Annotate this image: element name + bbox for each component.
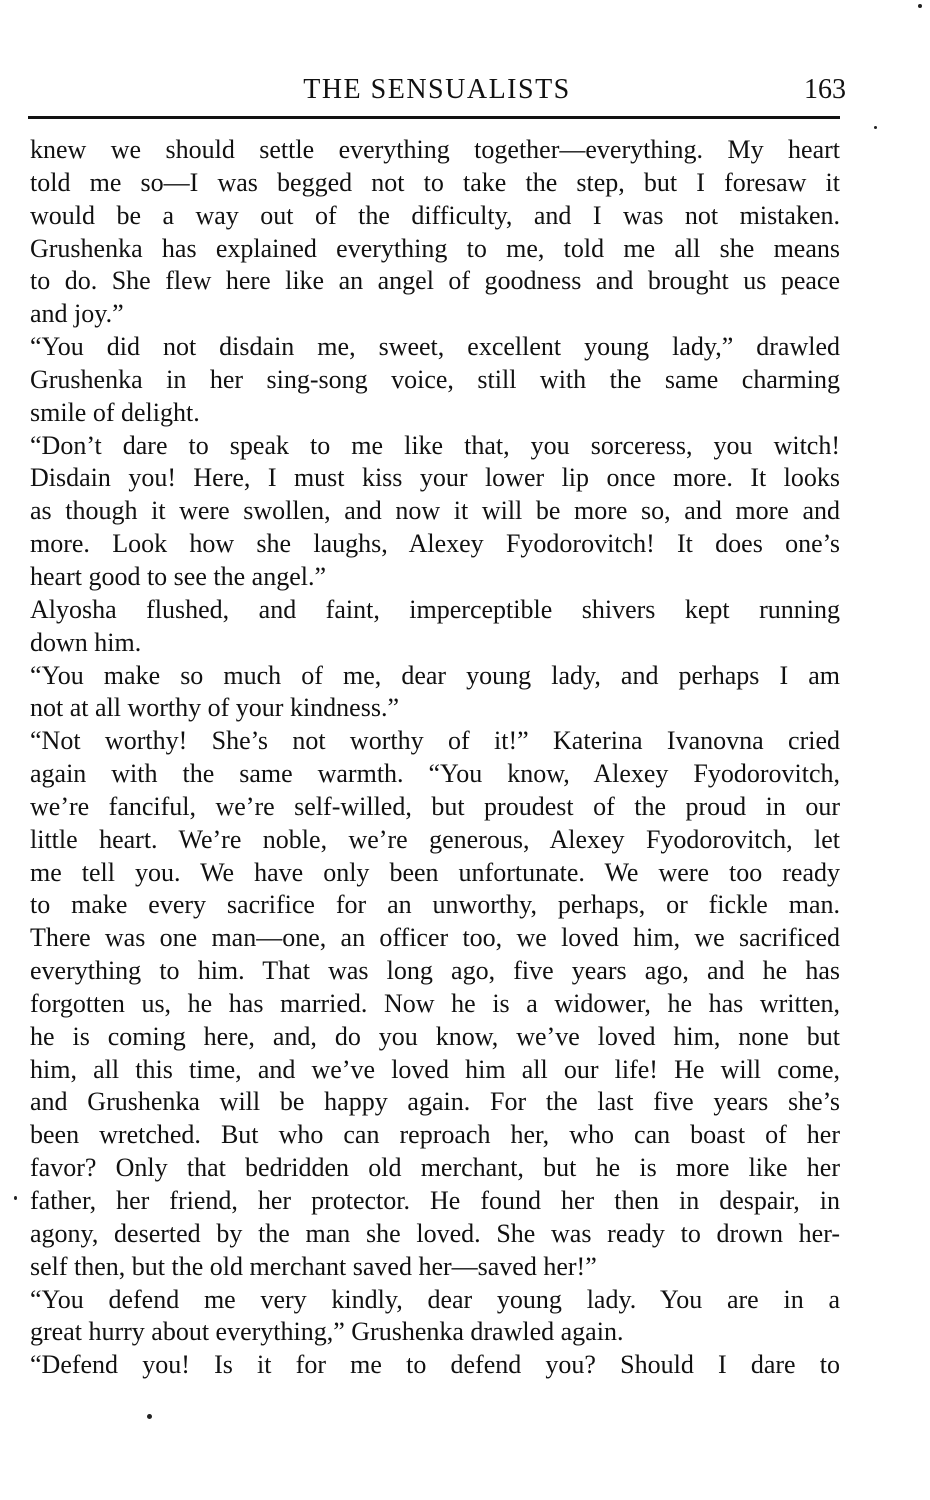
text-line: “You make so much of me, dear young lady, and perhaps I am bbox=[30, 660, 840, 690]
text-line: Grushenka has explained everything to me, told me all she means bbox=[30, 233, 840, 263]
text-line: as though it were swollen, and now it will be more so, and more and bbox=[30, 496, 840, 526]
text-line: he is coming here, and, do you know, we’ve loved him, none but bbox=[30, 1021, 840, 1051]
text-line: and Grushenka will be happy again. For the last five years she’s bbox=[30, 1087, 840, 1117]
header-rule bbox=[28, 116, 840, 119]
text-line: Alyosha flushed, and faint, imperceptible shivers kept running bbox=[30, 594, 840, 624]
ink-speck bbox=[147, 1414, 152, 1419]
text-line: me tell you. We have only been unfortunate. We were too ready bbox=[30, 857, 840, 887]
text-line: There was one man—one, an officer too, we loved him, we sacrificed bbox=[30, 923, 840, 953]
text-line: to do. She flew here like an angel of goodness and brought us peace bbox=[30, 266, 840, 296]
text-line: more. Look how she laughs, Alexey Fyodorovitch! It does one’s bbox=[30, 529, 840, 559]
text-line: “You did not disdain me, sweet, excellent young lady,” drawled bbox=[30, 332, 840, 362]
running-head bbox=[28, 70, 846, 110]
ink-speck bbox=[918, 4, 922, 8]
text-line: been wretched. But who can reproach her, who can boast of her bbox=[30, 1120, 840, 1150]
text-line: not at all worthy of your kindness.” bbox=[30, 693, 399, 723]
text-line: agony, deserted by the man she loved. She was ready to drown her- bbox=[30, 1218, 840, 1248]
text-line: would be a way out of the difficulty, and I was not mistaken. bbox=[30, 200, 840, 230]
text-line: favor? Only that bedridden old merchant, but he is more like her bbox=[30, 1153, 840, 1183]
text-line: forgotten us, he has married. Now he is a widower, he has written, bbox=[30, 988, 840, 1018]
text-line: “Don’t dare to speak to me like that, you sorceress, you witch! bbox=[30, 430, 840, 460]
text-line: “Not worthy! She’s not worthy of it!” Katerina Ivanovna cried bbox=[30, 726, 840, 756]
text-line: everything to him. That was long ago, five years ago, and he has bbox=[30, 956, 840, 986]
text-line: great hurry about everything,” Grushenka drawled again. bbox=[30, 1317, 624, 1347]
ink-speck bbox=[14, 1196, 17, 1200]
text-line: him, all this time, and we’ve loved him all our life! He will come, bbox=[30, 1054, 840, 1084]
text-line: father, her friend, her protector. He found her then in despair, in bbox=[30, 1186, 840, 1215]
text-line: little heart. We’re noble, we’re generous, Alexey Fyodorovitch, let bbox=[30, 824, 840, 854]
page-number: 163 bbox=[804, 74, 846, 105]
text-line: told me so—I was begged not to take the step, but I foresaw it bbox=[30, 167, 840, 197]
text-line: smile of delight. bbox=[30, 397, 200, 427]
text-line: “Defend you! Is it for me to defend you? Should I dare to bbox=[30, 1350, 840, 1380]
ink-speck bbox=[874, 126, 877, 129]
text-line: heart good to see the angel.” bbox=[30, 561, 326, 591]
text-line: Grushenka in her sing-song voice, still with the same charming bbox=[30, 364, 840, 394]
body-text bbox=[30, 134, 840, 1382]
text-line: knew we should settle everything together—everything. My heart bbox=[30, 135, 840, 164]
text-line: “You defend me very kindly, dear young lady. You are in a bbox=[30, 1284, 840, 1314]
text-line: to make every sacrifice for an unworthy, perhaps, or fickle man. bbox=[30, 890, 840, 920]
text-line: down him. bbox=[30, 627, 142, 657]
running-title: THE SENSUALISTS bbox=[303, 74, 571, 105]
text-line: we’re fanciful, we’re self-willed, but proudest of the proud in our bbox=[30, 791, 840, 821]
text-line: again with the same warmth. “You know, Alexey Fyodorovitch, bbox=[30, 759, 840, 789]
text-line: self then, but the old merchant saved her—saved her!” bbox=[30, 1251, 597, 1281]
text-line: and joy.” bbox=[30, 299, 124, 329]
text-line: Disdain you! Here, I must kiss your lower lip once more. It looks bbox=[30, 463, 840, 493]
